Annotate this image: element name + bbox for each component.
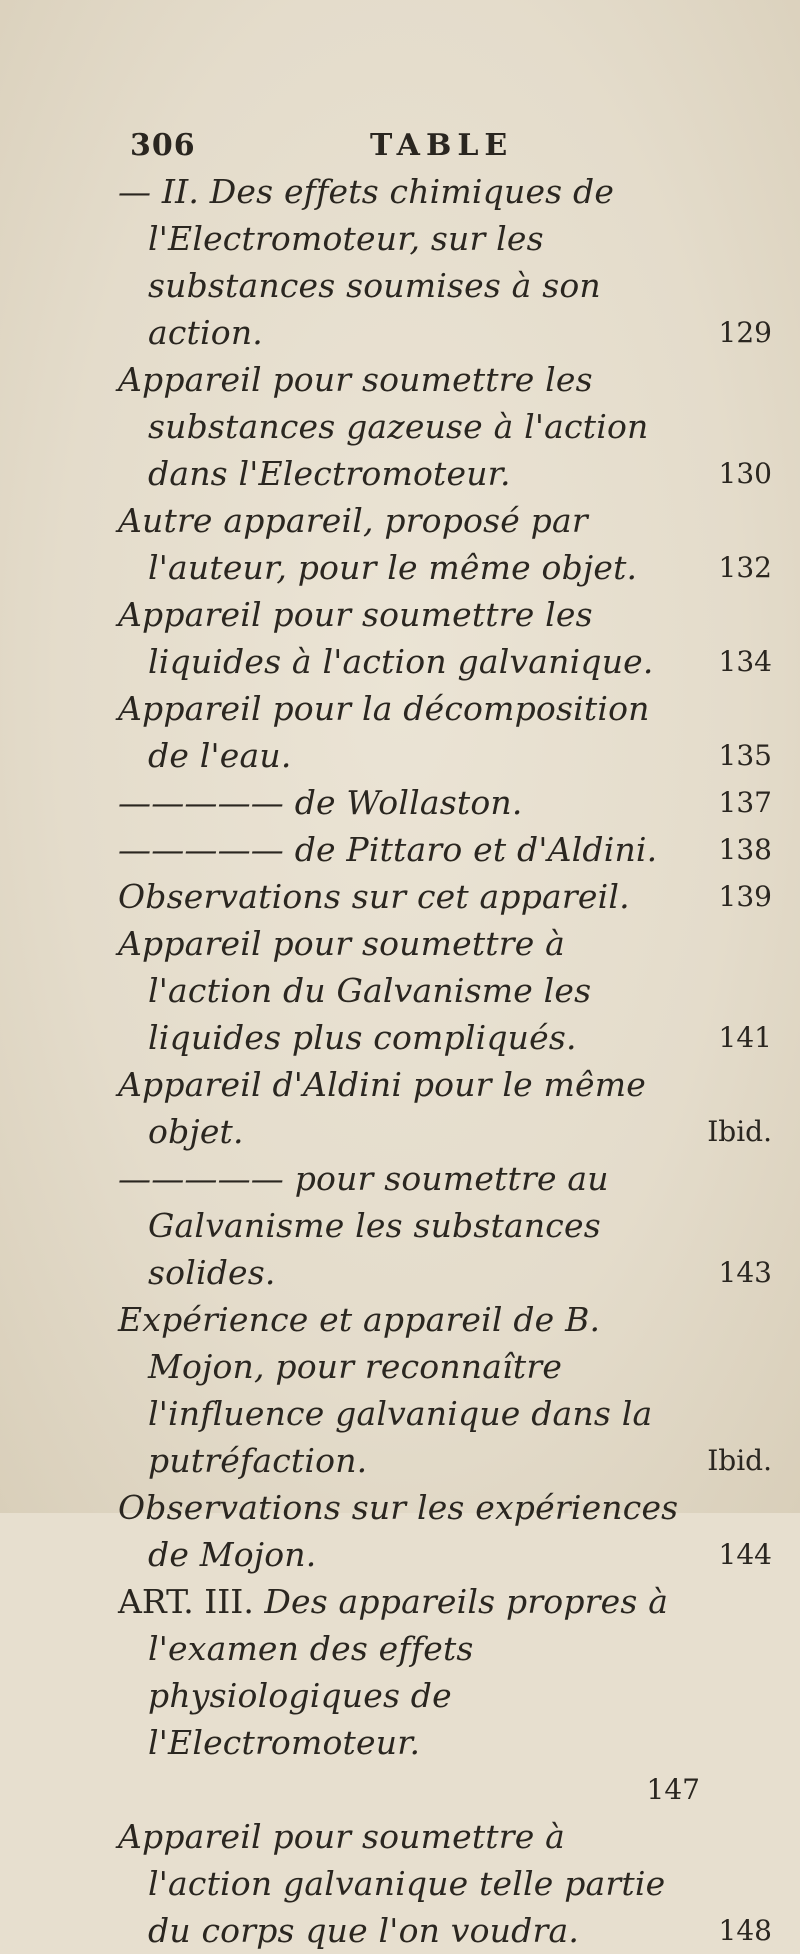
page-number: 306 (130, 128, 196, 163)
running-title: TABLE (370, 128, 514, 163)
toc-entry (118, 591, 772, 685)
entry-page: Ibid. (707, 1115, 772, 1148)
entry-page: Ibid. (707, 1444, 772, 1477)
entry-text: Expérience et appareil de B. Mojon, pour reconnaître l'influence galvanique dans la putréfaction. (118, 1300, 653, 1480)
entry-page: 138 (718, 833, 772, 866)
table-of-contents (118, 168, 772, 1954)
toc-entry (118, 356, 772, 497)
toc-entry (118, 1484, 772, 1578)
toc-entry (118, 779, 772, 826)
entry-page: 148 (718, 1914, 772, 1947)
entry-text: Observations sur cet appareil. (118, 877, 630, 916)
entry-text: ————— de Pittaro et d'Aldini. (118, 830, 658, 869)
entry-page: 129 (718, 316, 772, 349)
toc-entry (118, 826, 772, 873)
entry-text: Observations sur les expériences de Mojon. (118, 1488, 679, 1574)
entry-page: 135 (718, 739, 772, 772)
article-heading: ART. III. (118, 1582, 254, 1621)
toc-entry (118, 1061, 772, 1155)
entry-text: Appareil pour soumettre les substances gazeuse à l'action dans l'Electromoteur. (118, 360, 649, 493)
toc-entry (118, 168, 772, 356)
entry-text: Appareil pour la décomposition de l'eau. (118, 689, 650, 775)
entry-text: Appareil d'Aldini pour le même objet. (118, 1065, 646, 1151)
page-header (130, 128, 690, 168)
entry-text: ————— pour soumettre au Galvanisme les substances solides. (118, 1159, 609, 1292)
entry-text: Autre appareil, proposé par l'auteur, pour le même objet. (118, 501, 638, 587)
entry-page: 137 (718, 786, 772, 819)
toc-entry (118, 1813, 772, 1954)
entry-text: Appareil pour soumettre les liquides à l'action galvanique. (118, 595, 654, 681)
toc-entry-article (118, 1578, 772, 1813)
toc-entry (118, 497, 772, 591)
toc-entry (118, 873, 772, 920)
entry-text: Des appareils propres à l'examen des effets physiologiques de l'Electromoteur. (148, 1582, 669, 1762)
entry-page: 143 (718, 1256, 772, 1289)
entry-page: 147 (646, 1773, 700, 1806)
entry-text: — II. Des effets chimiques de l'Electromoteur, sur les substances soumises à son action. (118, 172, 615, 352)
entry-page: 144 (718, 1538, 772, 1571)
entry-page: 139 (718, 880, 772, 913)
entry-page: 130 (718, 457, 772, 490)
toc-entry (118, 685, 772, 779)
entry-page: 134 (718, 645, 772, 678)
entry-page: 141 (718, 1021, 772, 1054)
entry-text: Appareil pour soumettre à l'action du Galvanisme les liquides plus compliqués. (118, 924, 592, 1057)
entry-page: 132 (718, 551, 772, 584)
toc-entry (118, 1296, 772, 1484)
toc-entry (118, 1155, 772, 1296)
entry-text: ————— de Wollaston. (118, 783, 523, 822)
toc-entry (118, 920, 772, 1061)
entry-text: Appareil pour soumettre à l'action galvanique telle partie du corps que l'on voudra. (118, 1817, 666, 1950)
